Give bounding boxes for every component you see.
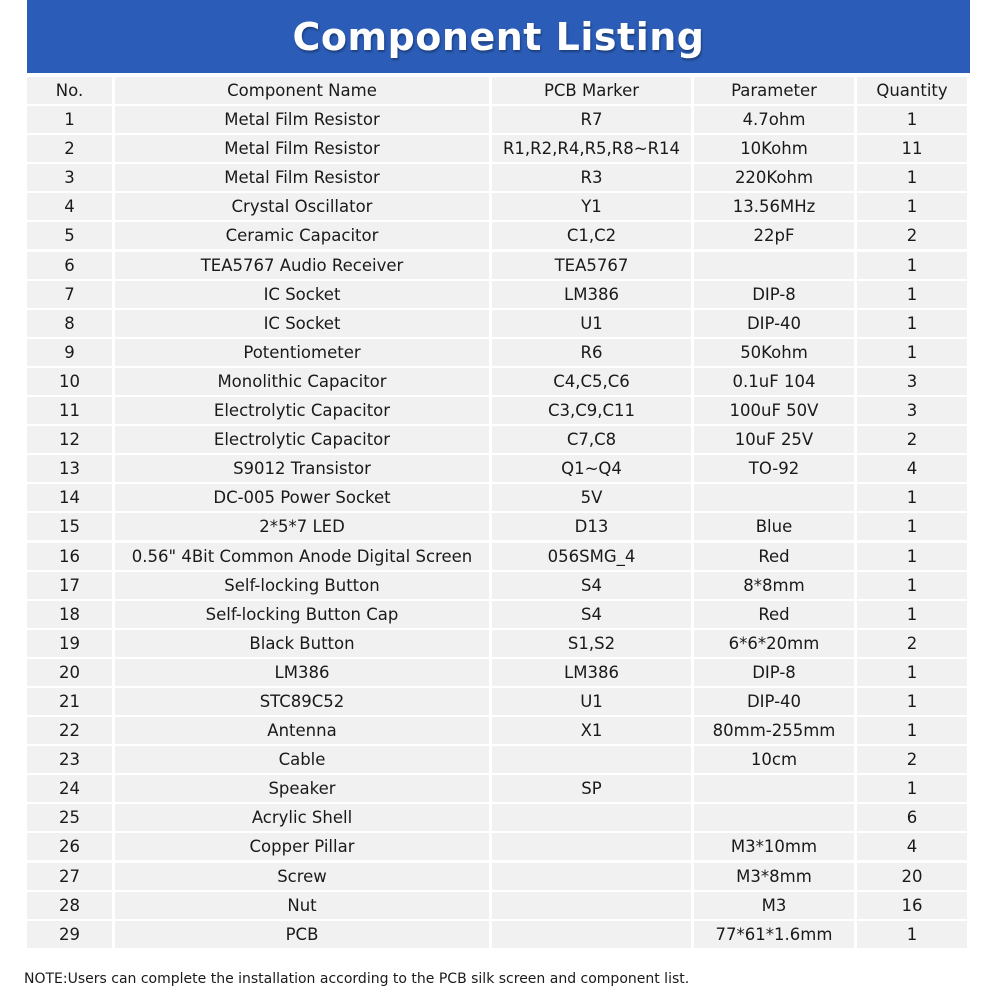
cell-pcb-marker xyxy=(492,833,691,860)
cell-component-name: Metal Film Resistor xyxy=(115,164,489,191)
cell-component-name: Crystal Oscillator xyxy=(115,193,489,220)
table-row xyxy=(27,106,970,133)
cell-component-name: Self-locking Button xyxy=(115,572,489,599)
cell-quantity: 16 xyxy=(857,892,967,919)
cell-component-name: 0.56" 4Bit Common Anode Digital Screen xyxy=(115,543,489,570)
cell-component-name: STC89C52 xyxy=(115,688,489,715)
cell-pcb-marker: X1 xyxy=(492,717,691,744)
table-row xyxy=(27,688,970,715)
table-row xyxy=(27,222,970,249)
cell-no: 2 xyxy=(27,135,112,162)
table-row xyxy=(27,339,970,366)
cell-pcb-marker: S1,S2 xyxy=(492,630,691,657)
header-parameter: Parameter xyxy=(694,77,854,104)
cell-parameter: Blue xyxy=(694,513,854,540)
cell-pcb-marker: R3 xyxy=(492,164,691,191)
cell-parameter: DIP-40 xyxy=(694,310,854,337)
cell-pcb-marker: C1,C2 xyxy=(492,222,691,249)
cell-no: 5 xyxy=(27,222,112,249)
cell-pcb-marker: C7,C8 xyxy=(492,426,691,453)
table-row xyxy=(27,426,970,453)
cell-no: 6 xyxy=(27,252,112,279)
component-table xyxy=(27,77,970,950)
cell-pcb-marker: R7 xyxy=(492,106,691,133)
cell-parameter: M3*8mm xyxy=(694,863,854,890)
cell-quantity: 2 xyxy=(857,222,967,249)
cell-component-name: S9012 Transistor xyxy=(115,455,489,482)
cell-quantity: 1 xyxy=(857,252,967,279)
cell-component-name: LM386 xyxy=(115,659,489,686)
table-row xyxy=(27,455,970,482)
cell-no: 8 xyxy=(27,310,112,337)
cell-quantity: 4 xyxy=(857,455,967,482)
cell-parameter: 8*8mm xyxy=(694,572,854,599)
table-row xyxy=(27,921,970,948)
cell-pcb-marker: LM386 xyxy=(492,281,691,308)
table-row xyxy=(27,397,970,424)
cell-no: 16 xyxy=(27,543,112,570)
cell-quantity: 2 xyxy=(857,746,967,773)
header-pcb-marker: PCB Marker xyxy=(492,77,691,104)
table-row xyxy=(27,630,970,657)
cell-component-name: Potentiometer xyxy=(115,339,489,366)
cell-component-name: Cable xyxy=(115,746,489,773)
cell-quantity: 11 xyxy=(857,135,967,162)
table-row xyxy=(27,775,970,802)
cell-no: 22 xyxy=(27,717,112,744)
cell-quantity: 1 xyxy=(857,281,967,308)
title-banner xyxy=(27,0,970,73)
cell-pcb-marker: C3,C9,C11 xyxy=(492,397,691,424)
cell-parameter: 13.56MHz xyxy=(694,193,854,220)
cell-quantity: 1 xyxy=(857,513,967,540)
cell-parameter xyxy=(694,484,854,511)
cell-quantity: 1 xyxy=(857,164,967,191)
cell-quantity: 4 xyxy=(857,833,967,860)
cell-no: 10 xyxy=(27,368,112,395)
cell-parameter: 10cm xyxy=(694,746,854,773)
cell-parameter xyxy=(694,804,854,831)
cell-quantity: 1 xyxy=(857,572,967,599)
cell-parameter: 10uF 25V xyxy=(694,426,854,453)
cell-parameter: M3 xyxy=(694,892,854,919)
table-row xyxy=(27,659,970,686)
cell-no: 24 xyxy=(27,775,112,802)
cell-parameter: 0.1uF 104 xyxy=(694,368,854,395)
cell-pcb-marker: R6 xyxy=(492,339,691,366)
cell-quantity: 1 xyxy=(857,339,967,366)
cell-parameter: 22pF xyxy=(694,222,854,249)
cell-component-name: Metal Film Resistor xyxy=(115,135,489,162)
table-row xyxy=(27,746,970,773)
cell-pcb-marker xyxy=(492,921,691,948)
cell-no: 21 xyxy=(27,688,112,715)
cell-component-name: Black Button xyxy=(115,630,489,657)
cell-no: 19 xyxy=(27,630,112,657)
cell-pcb-marker: C4,C5,C6 xyxy=(492,368,691,395)
table-row xyxy=(27,252,970,279)
cell-no: 20 xyxy=(27,659,112,686)
cell-no: 9 xyxy=(27,339,112,366)
header-row xyxy=(27,77,970,104)
cell-component-name: Electrolytic Capacitor xyxy=(115,397,489,424)
cell-parameter: 100uF 50V xyxy=(694,397,854,424)
cell-pcb-marker: Q1~Q4 xyxy=(492,455,691,482)
cell-no: 14 xyxy=(27,484,112,511)
cell-parameter: Red xyxy=(694,601,854,628)
cell-parameter: DIP-8 xyxy=(694,659,854,686)
cell-quantity: 1 xyxy=(857,717,967,744)
cell-pcb-marker: U1 xyxy=(492,688,691,715)
cell-parameter: 220Kohm xyxy=(694,164,854,191)
page-title: Component Listing xyxy=(292,14,705,59)
cell-component-name: TEA5767 Audio Receiver xyxy=(115,252,489,279)
cell-pcb-marker: U1 xyxy=(492,310,691,337)
cell-parameter: 6*6*20mm xyxy=(694,630,854,657)
cell-parameter: 77*61*1.6mm xyxy=(694,921,854,948)
table-row xyxy=(27,513,970,540)
cell-component-name: Copper Pillar xyxy=(115,833,489,860)
cell-quantity: 2 xyxy=(857,426,967,453)
cell-parameter: DIP-40 xyxy=(694,688,854,715)
cell-quantity: 20 xyxy=(857,863,967,890)
cell-component-name: PCB xyxy=(115,921,489,948)
cell-component-name: Metal Film Resistor xyxy=(115,106,489,133)
cell-component-name: IC Socket xyxy=(115,310,489,337)
table-row xyxy=(27,572,970,599)
cell-quantity: 1 xyxy=(857,688,967,715)
table-row xyxy=(27,601,970,628)
cell-component-name: DC-005 Power Socket xyxy=(115,484,489,511)
cell-component-name: Self-locking Button Cap xyxy=(115,601,489,628)
cell-pcb-marker: R1,R2,R4,R5,R8~R14 xyxy=(492,135,691,162)
table-row xyxy=(27,717,970,744)
cell-component-name: Electrolytic Capacitor xyxy=(115,426,489,453)
table-row xyxy=(27,368,970,395)
cell-quantity: 1 xyxy=(857,601,967,628)
cell-pcb-marker: S4 xyxy=(492,572,691,599)
cell-quantity: 1 xyxy=(857,310,967,337)
cell-pcb-marker: S4 xyxy=(492,601,691,628)
cell-pcb-marker: 056SMG_4 xyxy=(492,543,691,570)
cell-no: 11 xyxy=(27,397,112,424)
cell-pcb-marker: SP xyxy=(492,775,691,802)
cell-parameter xyxy=(694,775,854,802)
cell-quantity: 1 xyxy=(857,775,967,802)
header-component-name: Component Name xyxy=(115,77,489,104)
cell-no: 26 xyxy=(27,833,112,860)
table-row xyxy=(27,833,970,860)
table-row xyxy=(27,484,970,511)
cell-no: 12 xyxy=(27,426,112,453)
cell-parameter: 4.7ohm xyxy=(694,106,854,133)
cell-quantity: 1 xyxy=(857,543,967,570)
cell-no: 4 xyxy=(27,193,112,220)
cell-no: 27 xyxy=(27,863,112,890)
cell-pcb-marker: Y1 xyxy=(492,193,691,220)
cell-pcb-marker: 5V xyxy=(492,484,691,511)
table-row xyxy=(27,193,970,220)
cell-parameter: 10Kohm xyxy=(694,135,854,162)
cell-parameter xyxy=(694,252,854,279)
cell-quantity: 3 xyxy=(857,397,967,424)
cell-no: 3 xyxy=(27,164,112,191)
header-no: No. xyxy=(27,77,112,104)
table-row xyxy=(27,310,970,337)
cell-quantity: 1 xyxy=(857,106,967,133)
cell-quantity: 6 xyxy=(857,804,967,831)
cell-pcb-marker: TEA5767 xyxy=(492,252,691,279)
table-row xyxy=(27,804,970,831)
cell-component-name: Ceramic Capacitor xyxy=(115,222,489,249)
cell-pcb-marker xyxy=(492,863,691,890)
installation-note: NOTE:Users can complete the installation according to the PCB silk screen and component list. xyxy=(24,971,690,987)
table-row xyxy=(27,543,970,570)
cell-pcb-marker xyxy=(492,804,691,831)
table-row xyxy=(27,281,970,308)
cell-component-name: Speaker xyxy=(115,775,489,802)
cell-parameter: TO-92 xyxy=(694,455,854,482)
cell-quantity: 1 xyxy=(857,659,967,686)
cell-parameter: 50Kohm xyxy=(694,339,854,366)
cell-parameter: DIP-8 xyxy=(694,281,854,308)
cell-component-name: 2*5*7 LED xyxy=(115,513,489,540)
cell-component-name: Antenna xyxy=(115,717,489,744)
cell-parameter: M3*10mm xyxy=(694,833,854,860)
table-row xyxy=(27,164,970,191)
cell-no: 28 xyxy=(27,892,112,919)
cell-component-name: IC Socket xyxy=(115,281,489,308)
cell-pcb-marker: LM386 xyxy=(492,659,691,686)
cell-quantity: 1 xyxy=(857,193,967,220)
cell-parameter: Red xyxy=(694,543,854,570)
cell-quantity: 2 xyxy=(857,630,967,657)
cell-quantity: 1 xyxy=(857,484,967,511)
cell-pcb-marker: D13 xyxy=(492,513,691,540)
cell-no: 7 xyxy=(27,281,112,308)
table-row xyxy=(27,892,970,919)
cell-no: 13 xyxy=(27,455,112,482)
cell-component-name: Screw xyxy=(115,863,489,890)
cell-quantity: 1 xyxy=(857,921,967,948)
cell-component-name: Acrylic Shell xyxy=(115,804,489,831)
cell-no: 18 xyxy=(27,601,112,628)
cell-no: 29 xyxy=(27,921,112,948)
cell-no: 1 xyxy=(27,106,112,133)
cell-component-name: Nut xyxy=(115,892,489,919)
table-body xyxy=(27,106,970,948)
cell-pcb-marker xyxy=(492,746,691,773)
table-row xyxy=(27,863,970,890)
cell-component-name: Monolithic Capacitor xyxy=(115,368,489,395)
cell-quantity: 3 xyxy=(857,368,967,395)
table-row xyxy=(27,135,970,162)
cell-no: 17 xyxy=(27,572,112,599)
cell-pcb-marker xyxy=(492,892,691,919)
cell-no: 23 xyxy=(27,746,112,773)
cell-parameter: 80mm-255mm xyxy=(694,717,854,744)
header-quantity: Quantity xyxy=(857,77,967,104)
cell-no: 25 xyxy=(27,804,112,831)
cell-no: 15 xyxy=(27,513,112,540)
